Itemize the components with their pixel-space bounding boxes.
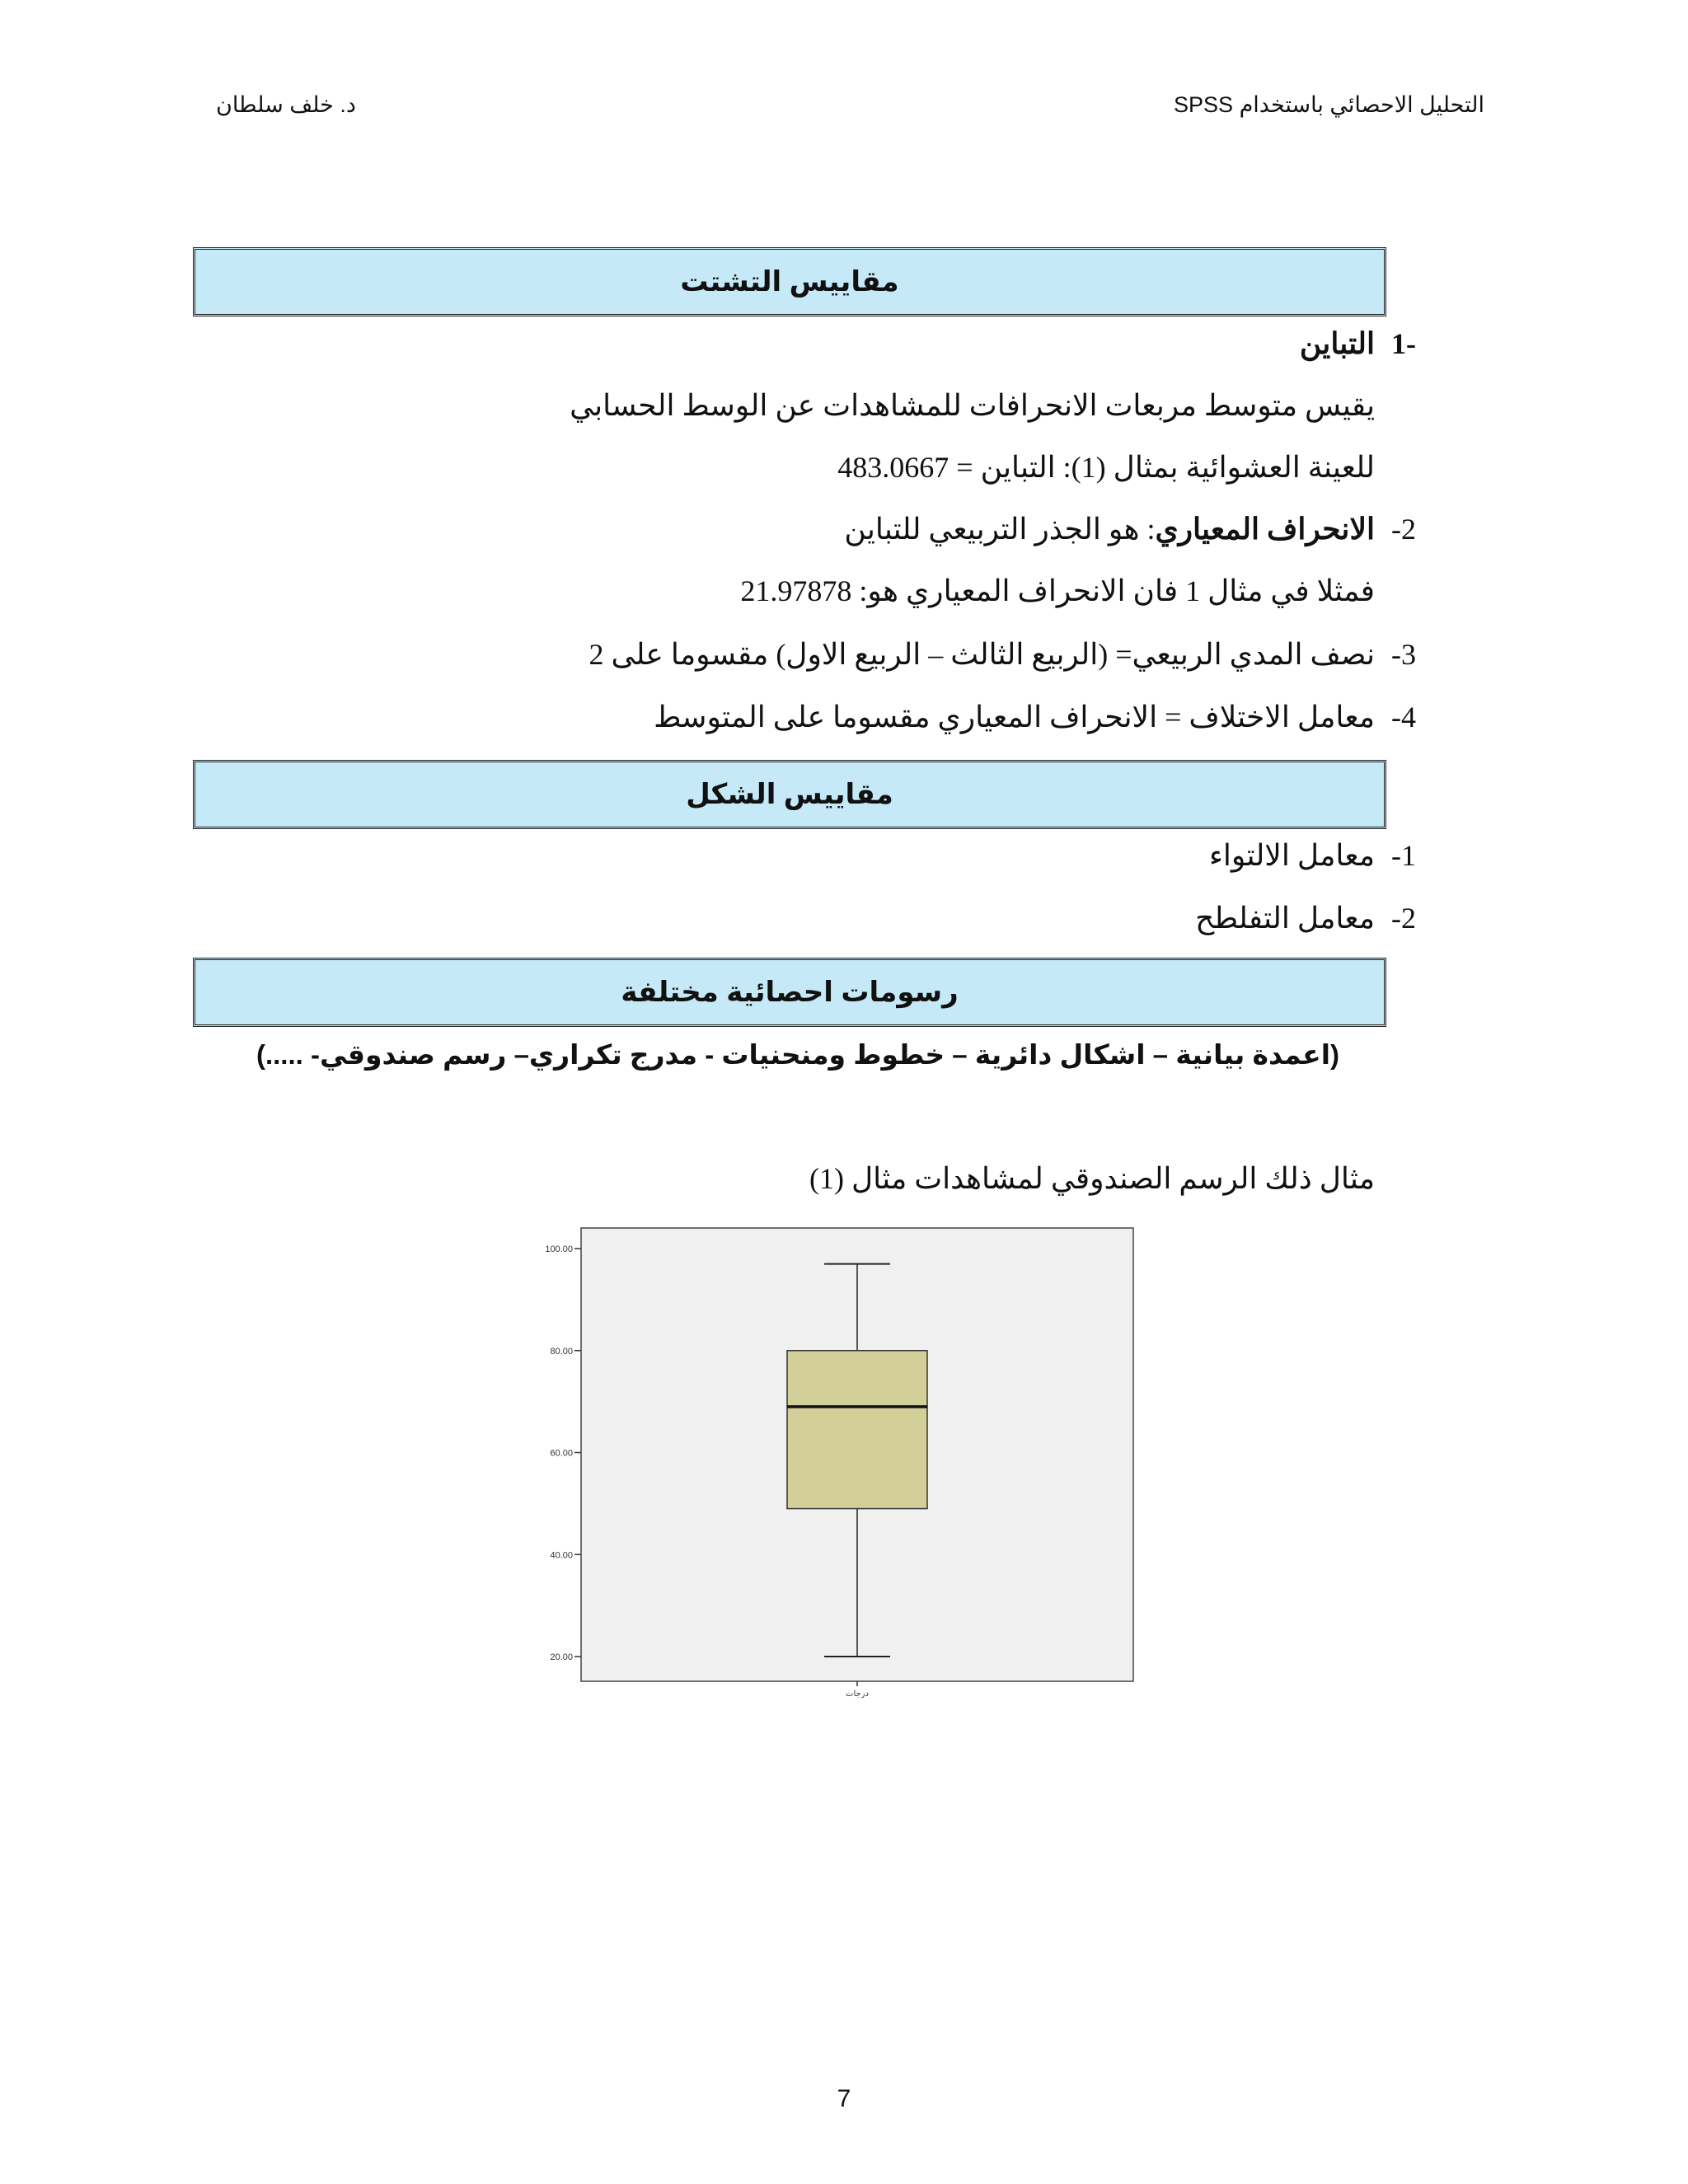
header-author: د. خلف سلطان — [216, 92, 356, 117]
list-item-semi-iqr — [588, 636, 1416, 673]
list-number: -3 — [1391, 638, 1416, 671]
y-tick-label: 20.00 — [550, 1652, 573, 1662]
iqr-box — [787, 1351, 927, 1509]
section-title-text: مقاييس التشتت — [680, 266, 899, 298]
chart-types-list: (اعمدة بيانية – اشكال دائرية – خطوط ومنحنيات - مدرج تكراري– رسم صندوقي- .....) — [256, 1039, 1340, 1070]
list-number: -1 — [1391, 839, 1416, 872]
list-item-text: التباين — [1299, 327, 1375, 360]
term-std-dev: الانحراف المعياري — [1155, 513, 1375, 546]
y-tick-label: 40.00 — [550, 1550, 573, 1561]
paragraph-std-dev-example: فمثلا في مثال 1 فان الانحراف المعياري هو: 21.97878 — [740, 574, 1375, 607]
list-item-skewness — [1208, 837, 1416, 874]
paragraph-variance-example: للعينة العشوائية بمثال (1): التباين = 483.0667 — [837, 451, 1375, 484]
page-number: 7 — [837, 2085, 851, 2112]
list-item-text: : هو الجذر التربيعي للتباين — [844, 513, 1156, 546]
list-number: -2 — [1391, 513, 1416, 546]
example-caption: مثال ذلك الرسم الصندوقي لمشاهدات مثال (1) — [809, 1162, 1375, 1195]
list-number: -2 — [1391, 902, 1416, 935]
header-book-title: التحليل الاحصائي باستخدام SPSS — [1174, 92, 1484, 117]
list-item-text: معامل الالتواء — [1208, 839, 1375, 872]
x-category-label: درجات — [846, 1690, 869, 1698]
list-item-text: معامل التفلطح — [1195, 902, 1375, 935]
y-tick-label: 60.00 — [550, 1448, 573, 1459]
list-item-kurtosis — [1195, 900, 1416, 936]
list-item-text: معامل الاختلاف = الانحراف المعياري مقسوما على المتوسط — [654, 701, 1375, 733]
y-tick-label: 80.00 — [550, 1346, 573, 1357]
y-tick-label: 100.00 — [545, 1244, 573, 1254]
list-item-text: نصف المدي الربيعي= (الربيع الثالث – الربيع الاول) مقسوما على 2 — [588, 638, 1375, 671]
section-title-text: رسومات احصائية مختلفة — [621, 977, 959, 1008]
section-title-charts — [193, 958, 1386, 1027]
boxplot-chart — [528, 1220, 1137, 1698]
section-title-shape — [193, 760, 1386, 829]
list-number: -4 — [1391, 701, 1416, 733]
list-item-std-dev — [844, 511, 1416, 547]
list-item-coef-variation — [654, 699, 1416, 735]
list-number: 1- — [1391, 327, 1416, 360]
section-title-text: مقاييس الشكل — [686, 779, 893, 810]
section-title-dispersion — [193, 247, 1386, 316]
paragraph-variance-definition: يقيس متوسط مربعات الانحرافات للمشاهدات عن الوسط الحسابي — [570, 389, 1375, 422]
list-item-variance-title — [1299, 326, 1416, 362]
